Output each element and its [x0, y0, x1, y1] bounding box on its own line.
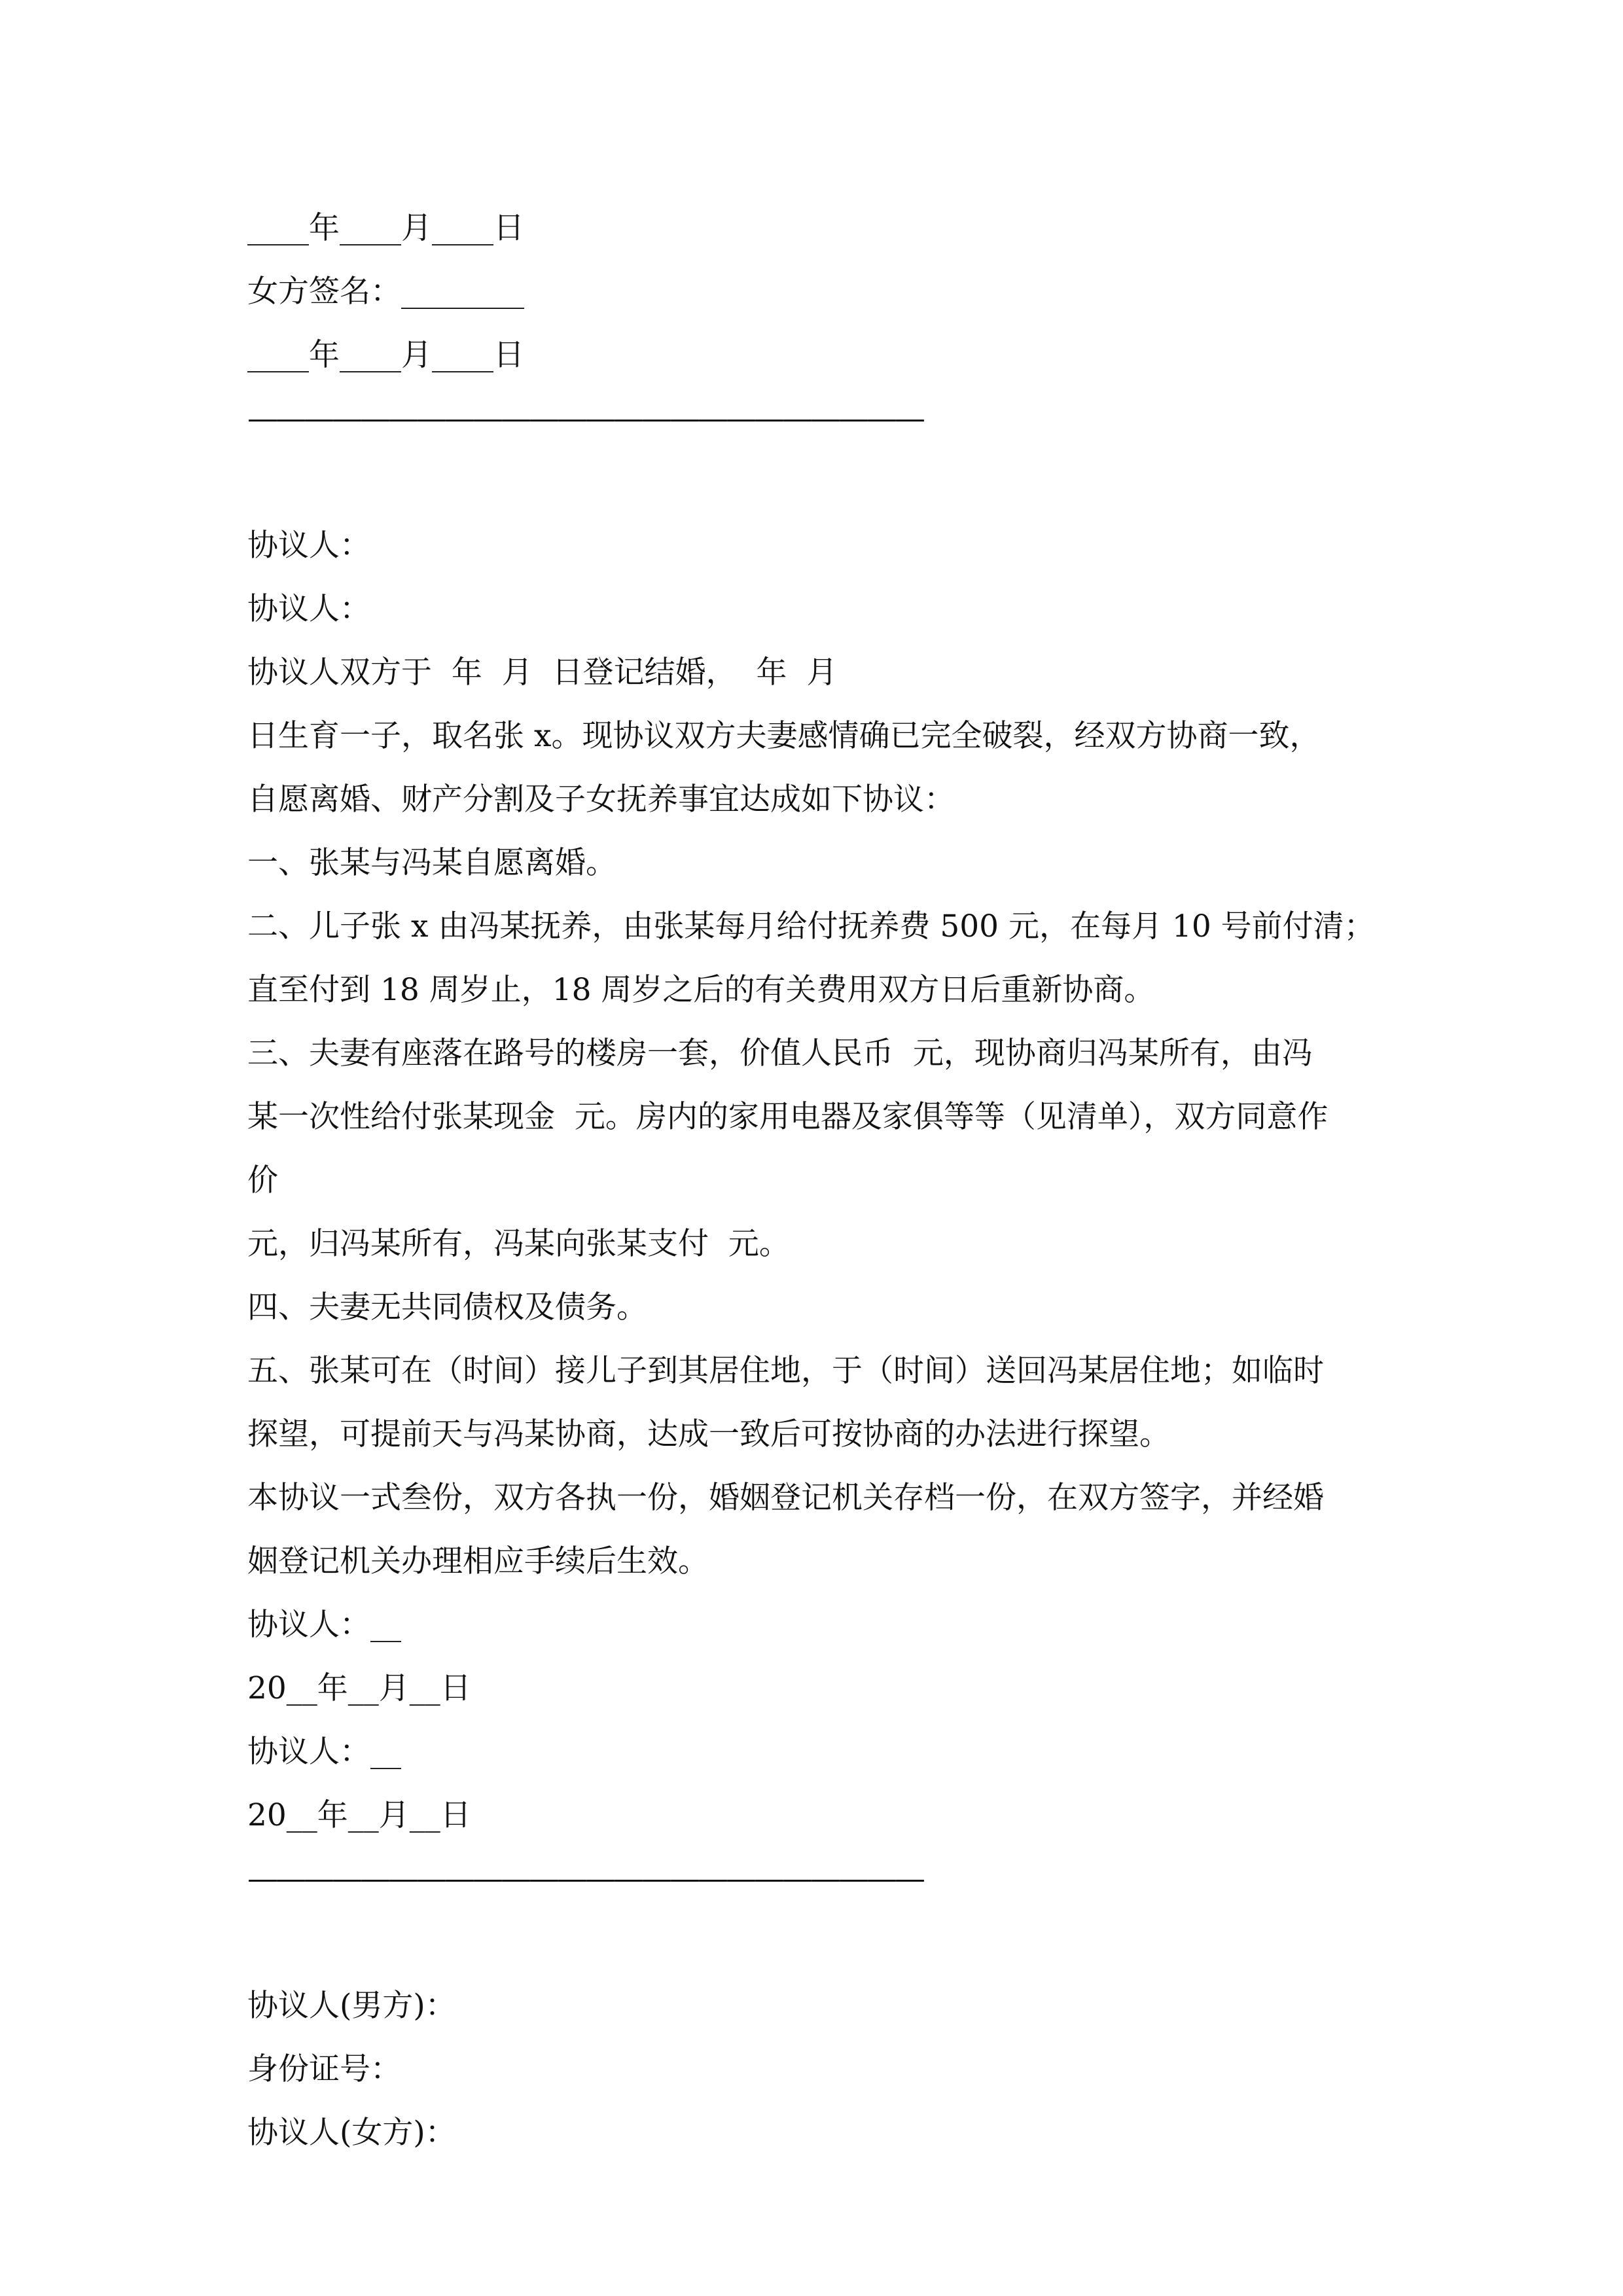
id-number-label: 身份证号： [247, 2051, 401, 2087]
date-line: ____年____月____日 [247, 337, 524, 373]
clause-3-line: 三、夫妻有座落在路号的楼房一套，价值人民币 元，现协商归冯某所有，由冯 [247, 1035, 1313, 1071]
intro-paragraph-line: 协议人双方于 年 月 日登记结婚， 年 月 [247, 655, 838, 691]
section-divider: ———————————————————————— [247, 401, 923, 437]
document-page [247, 196, 1386, 2164]
clause-5-line: 探望，可提前天与冯某协商，达成一致后可按协商的办法进行探望。 [247, 1416, 1170, 1452]
clause-3-line: 某一次性给付张某现金 元。房内的家用电器及家俱等等（见清单），双方同意作 [247, 1099, 1329, 1135]
signature-party-a: 协议人：__ [247, 1607, 401, 1643]
party-b-label: 协议人： [247, 591, 370, 627]
signature-party-b: 协议人：__ [247, 1734, 401, 1770]
date-line: ____年____月____日 [247, 210, 524, 246]
party-a-label: 协议人： [247, 528, 370, 564]
male-party-label: 协议人(男方)： [247, 1988, 456, 2024]
section-divider: ———————————————————————— [247, 1861, 923, 1897]
clause-5-line: 五、张某可在（时间）接儿子到其居住地，于（时间）送回冯某居住地；如临时 [247, 1353, 1324, 1389]
final-clause-line: 本协议一式叁份，双方各执一份，婚姻登记机关存档一份，在双方签字，并经婚 [247, 1480, 1324, 1516]
clause-2-line: 直至付到 18 周岁止，18 周岁之后的有关费用双方日后重新协商。 [247, 972, 1155, 1008]
clause-3-line: 价 [247, 1162, 278, 1198]
clause-4: 四、夫妻无共同债权及债务。 [247, 1289, 647, 1325]
clause-2-line: 二、儿子张 x 由冯某抚养，由张某每月给付抚养费 500 元，在每月 10 号前付清； [247, 908, 1375, 944]
female-party-label: 协议人(女方)： [247, 2115, 456, 2151]
clause-3-line: 元，归冯某所有，冯某向张某支付 元。 [247, 1226, 790, 1262]
spacer [247, 450, 1386, 514]
signature-date-b: 20__年__月__日 [247, 1797, 471, 1833]
female-signature-line: 女方签名：________ [247, 274, 524, 310]
intro-paragraph-line: 自愿离婚、财产分割及子女抚养事宜达成如下协议： [247, 781, 955, 817]
spacer [247, 1910, 1386, 1974]
final-clause-line: 姻登记机关办理相应手续后生效。 [247, 1543, 709, 1579]
clause-1: 一、张某与冯某自愿离婚。 [247, 845, 616, 881]
intro-paragraph-line: 日生育一子，取名张 x。现协议双方夫妻感情确已完全破裂，经双方协商一致， [247, 718, 1321, 754]
signature-date-a: 20__年__月__日 [247, 1670, 471, 1706]
